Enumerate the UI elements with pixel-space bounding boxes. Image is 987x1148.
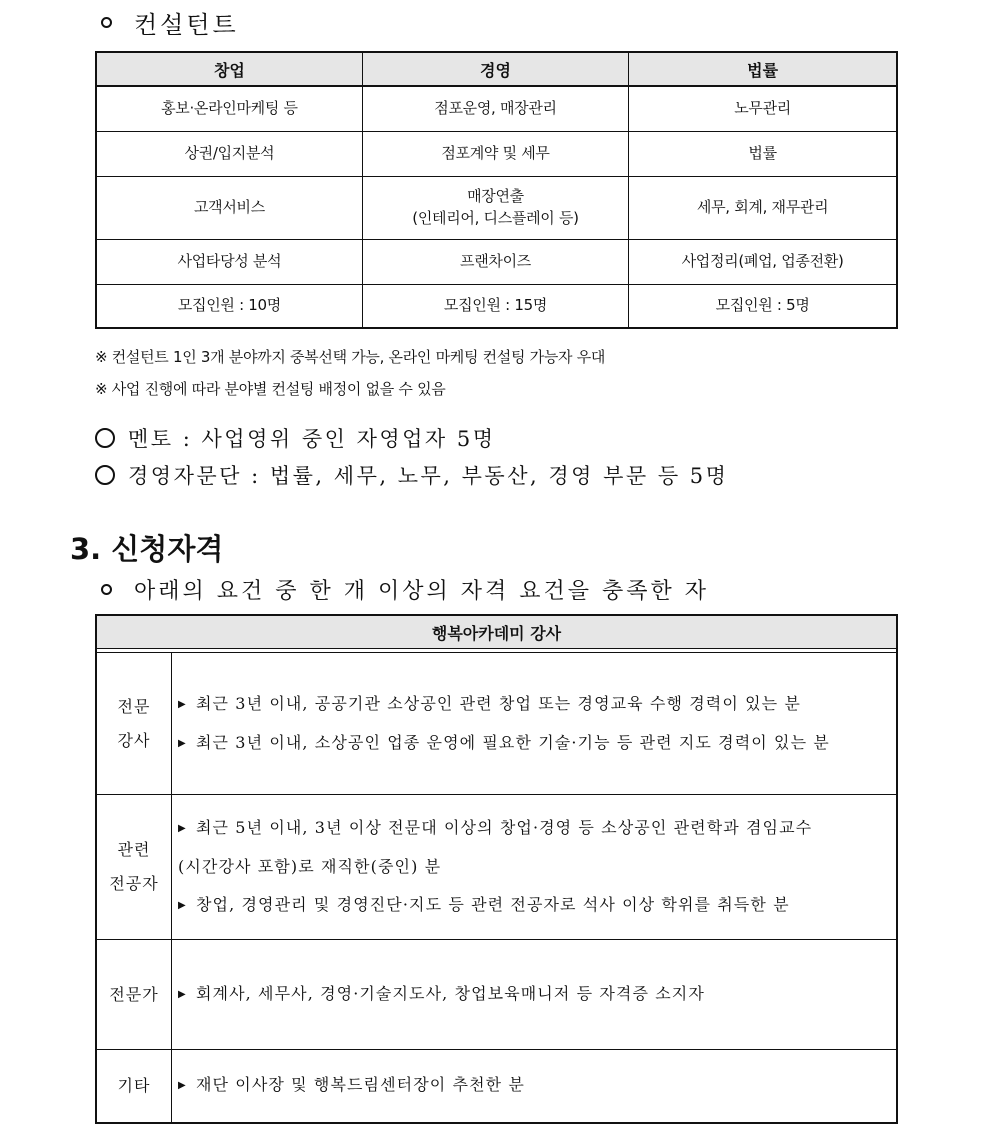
table-cell: 법률 bbox=[629, 131, 897, 176]
consultant-heading-text: 컨설턴트 bbox=[134, 10, 239, 39]
items-cell bbox=[172, 1050, 898, 1123]
list-item bbox=[178, 685, 896, 724]
list-item-text: 재단 이사장 및 행복드림센터장이 추천한 분 bbox=[196, 1075, 525, 1095]
advisory-line-text: 경영자문단 : 법률, 세무, 노무, 부동산, 경영 부문 등 5명 bbox=[128, 464, 729, 488]
recruit-count-startup: 모집인원 : 10명 bbox=[96, 284, 362, 328]
table-row bbox=[96, 795, 897, 940]
header-startup: 창업 bbox=[96, 52, 362, 86]
table-cell: 사업정리(폐업, 업종전환) bbox=[629, 239, 897, 284]
table-cell: 상권/입지분석 bbox=[96, 131, 362, 176]
table-cell: 점포계약 및 세무 bbox=[362, 131, 628, 176]
triangle-bullet-icon: ▶ bbox=[178, 698, 187, 710]
circle-bullet-icon bbox=[95, 428, 115, 448]
triangle-bullet-icon: ▶ bbox=[178, 1080, 187, 1092]
items-cell bbox=[172, 653, 898, 795]
list-item bbox=[178, 724, 896, 763]
table-row bbox=[96, 239, 897, 284]
table-cell: 노무관리 bbox=[629, 86, 897, 131]
consultant-note: ※ 사업 진행에 따라 분야별 컨설팅 배정이 없을 수 있음 bbox=[95, 380, 446, 398]
category-cell: 전문 강사 bbox=[96, 653, 172, 795]
category-cell: 전문가 bbox=[96, 940, 172, 1050]
mentor-line-text: 멘토 : 사업영위 중인 자영업자 5명 bbox=[128, 427, 496, 451]
list-item bbox=[178, 975, 896, 1014]
list-item bbox=[178, 1066, 896, 1105]
advisory-line bbox=[95, 460, 728, 490]
table-cell: 매장연출 (인테리어, 디스플레이 등) bbox=[362, 176, 628, 239]
table-cell: 세무, 회계, 재무관리 bbox=[629, 176, 897, 239]
section-subheading-text: 아래의 요건 중 한 개 이상의 자격 요건을 충족한 자 bbox=[134, 578, 709, 604]
header-management: 경영 bbox=[362, 52, 628, 86]
table-row bbox=[96, 940, 897, 1050]
section-subheading bbox=[101, 573, 709, 605]
table-row bbox=[96, 131, 897, 176]
triangle-bullet-icon: ▶ bbox=[178, 823, 187, 834]
mentor-line bbox=[95, 423, 496, 453]
triangle-bullet-icon: ▶ bbox=[178, 900, 187, 911]
list-item-continuation: (시간강사 포함)로 재직한(중인) 분 bbox=[178, 857, 442, 876]
category-cell: 기타 bbox=[96, 1050, 172, 1123]
consultant-table-header bbox=[96, 52, 897, 86]
circle-bullet-icon bbox=[95, 465, 115, 485]
list-item bbox=[178, 886, 896, 925]
table-row bbox=[96, 284, 897, 328]
list-item-text: 최근 5년 이내, 3년 이상 전문대 이상의 창업·경영 등 소상공인 관련학과 겸임교수 bbox=[196, 818, 813, 837]
section-title: 3. 신청자격 bbox=[70, 532, 224, 566]
circle-bullet-icon bbox=[101, 17, 112, 28]
circle-bullet-icon bbox=[101, 584, 112, 595]
triangle-bullet-icon: ▶ bbox=[178, 737, 187, 749]
table-row bbox=[96, 176, 897, 239]
recruit-count-law: 모집인원 : 5명 bbox=[715, 295, 810, 314]
header-law: 법률 bbox=[629, 52, 897, 86]
table-cell: 점포운영, 매장관리 bbox=[362, 86, 628, 131]
items-cell bbox=[172, 795, 898, 940]
table-cell: 고객서비스 bbox=[96, 176, 362, 239]
table-cell: 프랜차이즈 bbox=[362, 239, 628, 284]
list-item-text: 최근 3년 이내, 소상공인 업종 운영에 필요한 기술·기능 등 관련 지도 경력이 있는 분 bbox=[196, 732, 830, 752]
consultant-note: ※ 컨설턴트 1인 3개 분야까지 중복선택 가능, 온라인 마케팅 컨설팅 가능자 우대 bbox=[95, 348, 606, 366]
table-cell: 사업타당성 분석 bbox=[96, 239, 362, 284]
triangle-bullet-icon: ▶ bbox=[178, 989, 187, 1000]
qualification-header: 행복아카데미 강사 bbox=[96, 615, 897, 649]
table-cell: 홍보·온라인마케팅 등 bbox=[96, 86, 362, 131]
consultant-heading bbox=[101, 6, 239, 38]
list-item bbox=[178, 809, 896, 848]
category-cell: 관련 전공자 bbox=[96, 795, 172, 940]
consultant-table bbox=[95, 51, 898, 329]
table-row bbox=[96, 653, 897, 795]
table-row bbox=[96, 86, 897, 131]
items-cell bbox=[172, 940, 898, 1050]
recruit-count-management: 모집인원 : 15명 bbox=[362, 284, 628, 328]
list-item-text: 회계사, 세무사, 경영·기술지도사, 창업보육매니저 등 자격증 소지자 bbox=[196, 984, 705, 1003]
qualification-table bbox=[95, 614, 898, 1124]
list-item-text: 최근 3년 이내, 공공기관 소상공인 관련 창업 또는 경영교육 수행 경력이 있는 분 bbox=[196, 693, 801, 713]
table-row bbox=[96, 1050, 897, 1123]
list-item-text: 창업, 경영관리 및 경영진단·지도 등 관련 전공자로 석사 이상 학위를 취득한 분 bbox=[196, 895, 790, 914]
qualification-table-header bbox=[96, 615, 897, 649]
